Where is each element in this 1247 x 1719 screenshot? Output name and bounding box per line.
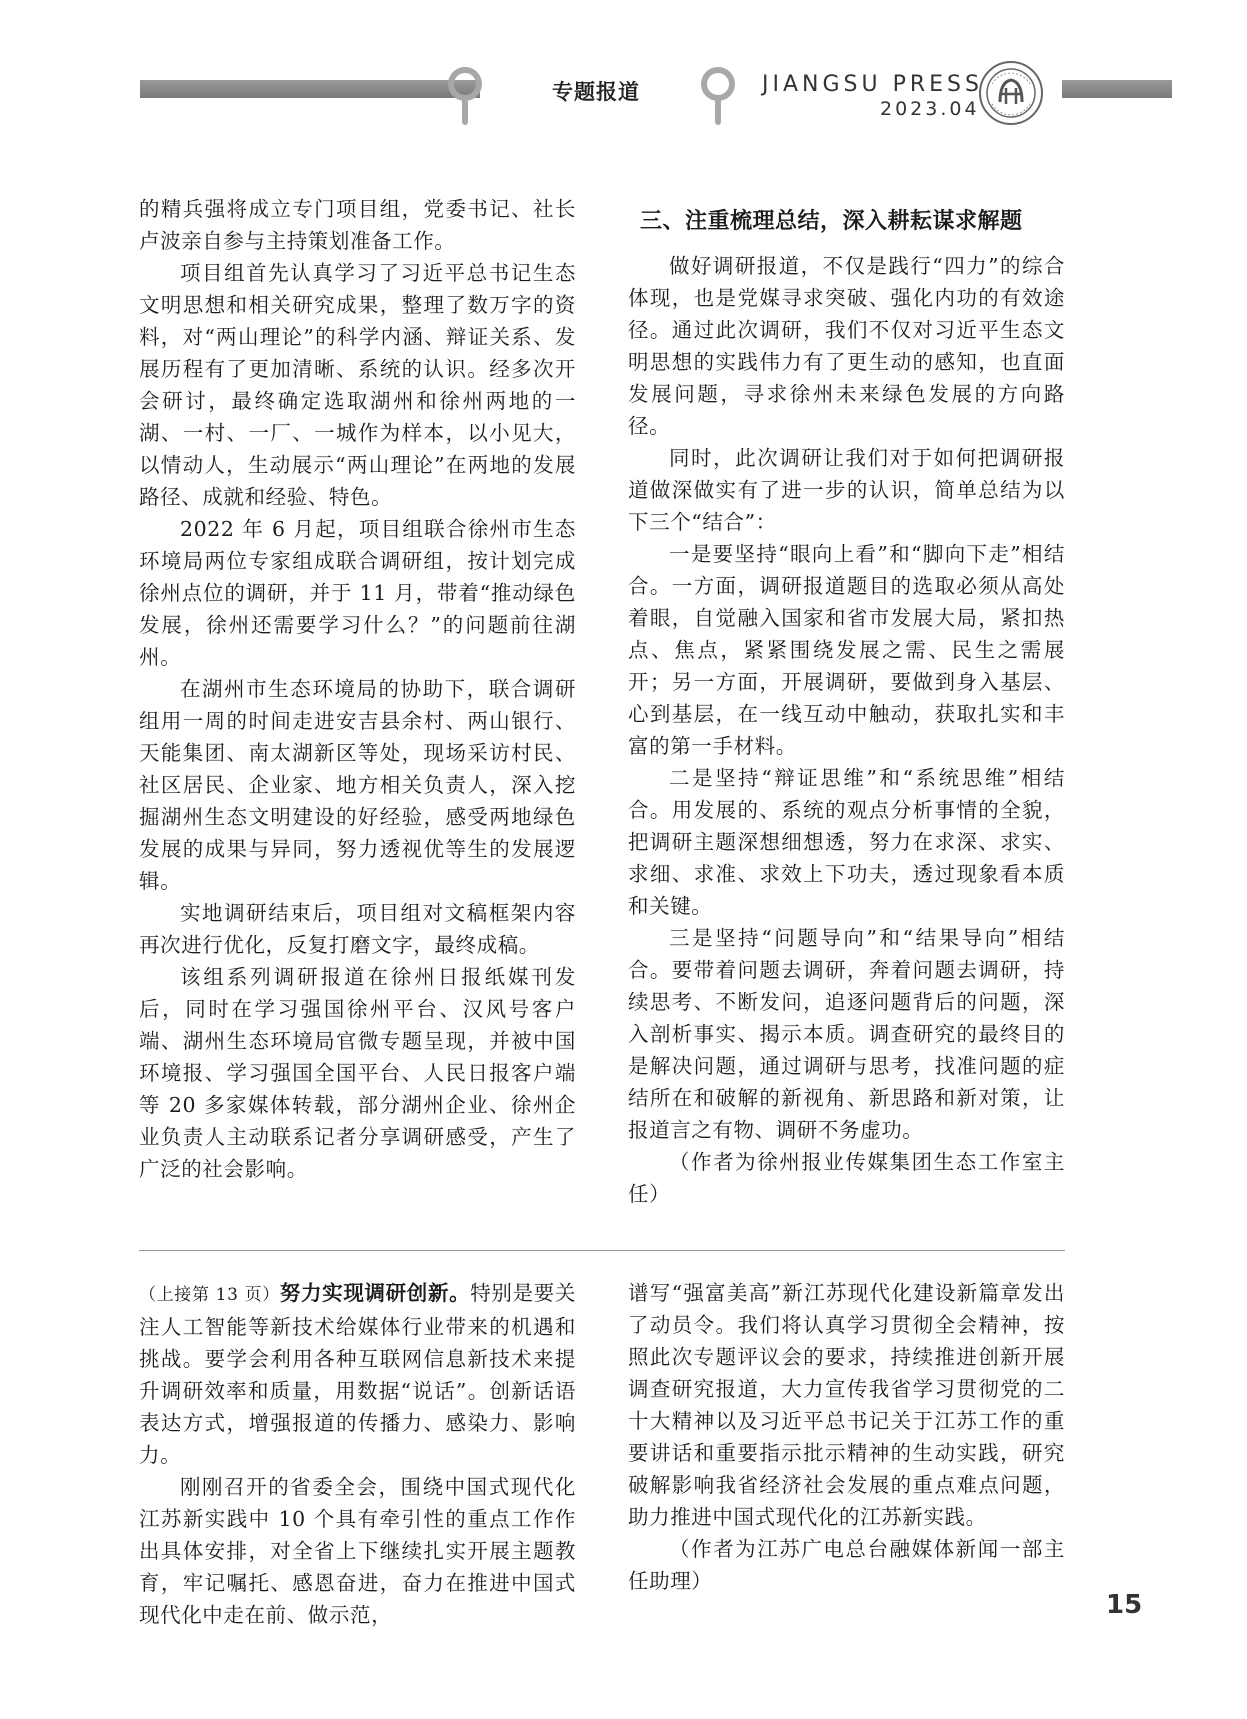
paragraph: 做好调研报道，不仅是践行“四力”的综合体现，也是党媒寻求突破、强化内功的有效途径。通过此次调研，我们不仅对习近平生态文明思想的实践伟力有了更生动的感知，也直面发展问题，寻求徐州未来绿色发展的方向路径。 — [628, 254, 1065, 438]
continued-column-left — [139, 1277, 576, 1631]
paragraph: 在湖州市生态环境局的协助下，联合调研组用一周的时间走进安吉县余村、两山银行、天能集团、南太湖新区等处，现场采访村民、社区居民、企业家、地方相关负责人，深入挖掘湖州生态文明建设的好经验，感受两地绿色发展的成果与异同，努力透视优等生的发展逻辑。 — [139, 677, 576, 893]
paragraph: 2022 年 6 月起，项目组联合徐州市生态环境局两位专家组成联合调研组，按计划完成徐州点位的调研，并于 11 月，带着“推动绿色发展，徐州还需要学习什么？”的问题前往湖州。 — [139, 517, 576, 669]
author-note: （作者为江苏广电总台融媒体新闻一部主任助理） — [628, 1537, 1065, 1593]
section-divider — [139, 1250, 1065, 1251]
map-pin-icon — [445, 66, 485, 126]
magazine-name: JIANGSU PRESS — [762, 72, 983, 97]
article-column-left — [139, 193, 576, 1185]
paragraph: 刚刚召开的省委全会，围绕中国式现代化江苏新实践中 10 个具有牵引性的重点工作作出具体安排，对全省上下继续扎实开展主题教育，牢记嘱托、感恩奋进，奋力在推进中国式现代化中走在前、做示范， — [139, 1475, 576, 1627]
paragraph: 的精兵强将成立专门项目组，党委书记、社长卢波亲自参与主持策划准备工作。 — [139, 197, 576, 253]
paragraph: 该组系列调研报道在徐州日报纸媒刊发后，同时在学习强国徐州平台、汉风号客户端、湖州生态环境局官微专题呈现，并被中国环境报、学习强国全国平台、人民日报客户端等 20 多家媒体转载，部分湖州企业、徐州企业负责人主动联系记者分享调研感受，产生了广泛的社会影响。 — [139, 965, 576, 1181]
paragraph: 一是要坚持“眼向上看”和“脚向下走”相结合。一方面，调研报道题目的选取必须从高处着眼，自觉融入国家和省市发展大局，紧扣热点、焦点，紧紧围绕发展之需、民生之需展开；另一方面，开展调研，要做到身入基层、心到基层，在一线互动中触动，获取扎实和丰富的第一手材料。 — [628, 542, 1065, 758]
page-number: 15 — [1106, 1590, 1143, 1620]
paragraph: 谱写“强富美高”新江苏现代化建设新篇章发出了动员令。我们将认真学习贯彻全会精神，按照此次专题评议会的要求，持续推进创新开展调查研究报道，大力宣传我省学习贯彻党的二十大精神以及习近平总书记关于江苏工作的重要讲话和重要指示批示精神的生动实践，研究破解影响我省经济社会发展的重点难点问题，助力推进中国式现代化的江苏新实践。 — [628, 1281, 1065, 1529]
map-pin-icon — [698, 66, 738, 126]
continued-from-label: （上接第 13 页） — [139, 1285, 280, 1305]
article-column-right — [628, 250, 1065, 1210]
header-bar-right — [1062, 80, 1172, 98]
continued-column-right — [628, 1277, 1065, 1597]
section-title: 专题报道 — [552, 80, 640, 104]
paragraph: 项目组首先认真学习了习近平总书记生态文明思想和相关研究成果，整理了数万字的资料，对“两山理论”的科学内涵、辩证关系、发展历程有了更加清晰、系统的认识。经多次开会研讨，最终确定选取湖州和徐州两地的一湖、一村、一厂、一城作为样本，以小见大，以情动人，生动展示“两山理论”在两地的发展路径、成就和经验、特色。 — [139, 261, 576, 509]
paragraph: 三是坚持“问题导向”和“结果导向”相结合。要带着问题去调研，奔着问题去调研，持续思考、不断发问，追逐问题背后的问题，深入剖析事实、揭示本质。调查研究的最终目的是解决问题，通过调研与思考，找准问题的症结所在和破解的新视角、新思路和新对策，让报道言之有物、调研不务虚功。 — [628, 926, 1065, 1142]
paragraph — [139, 1277, 576, 1471]
author-note: （作者为徐州报业传媒集团生态工作室主任） — [628, 1150, 1065, 1206]
paragraph: 实地调研结束后，项目组对文稿框架内容再次进行优化，反复打磨文字，最终成稿。 — [139, 901, 576, 957]
paragraph: 二是坚持“辩证思维”和“系统思维”相结合。用发展的、系统的观点分析事情的全貌，把调研主题深想细想透，努力在求深、求实、求细、求准、求效上下功夫，透过现象看本质和关键。 — [628, 766, 1065, 918]
paragraph: 同时，此次调研让我们对于如何把调研报道做深做实有了进一步的认识，简单总结为以下三个“结合”： — [628, 446, 1065, 534]
seal-logo-icon — [978, 60, 1044, 126]
issue-number: 2023.04 — [880, 98, 980, 120]
lead-phrase: 努力实现调研创新。 — [279, 1281, 471, 1305]
paragraph-text: 特别是要关注人工智能等新技术给媒体行业带来的机遇和挑战。要学会利用各种互联网信息新技术来提升调研效率和质量，用数据“说话”。创新话语表达方式，增强报道的传播力、感染力、影响力。 — [139, 1281, 576, 1467]
section-heading: 三、注重梳理总结，深入耕耘谋求解题 — [640, 209, 1023, 234]
header-bar-left — [140, 80, 480, 98]
